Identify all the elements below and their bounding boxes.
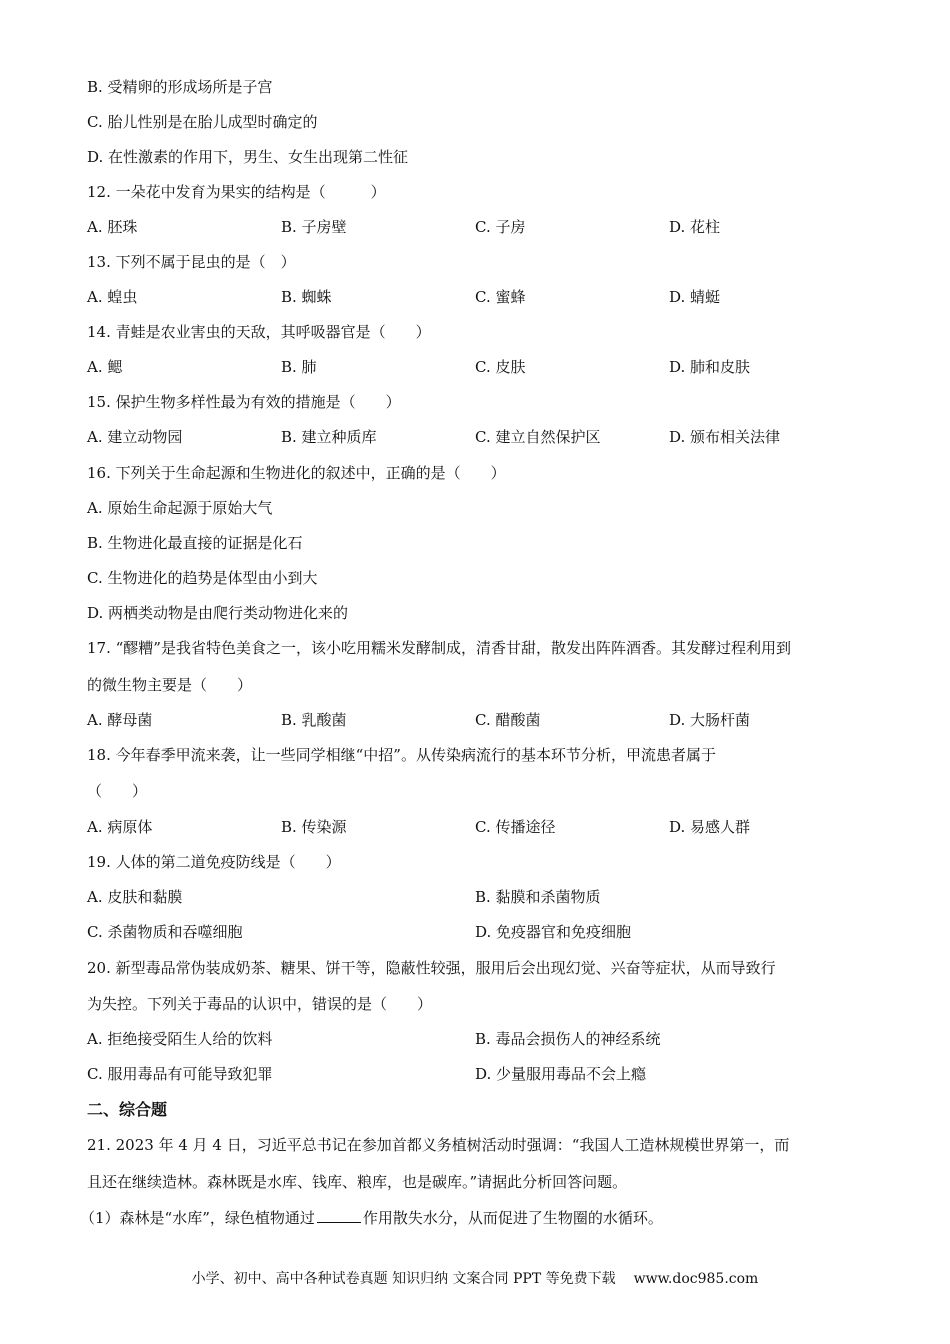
q14-option-c: C. 皮肤 xyxy=(475,358,526,376)
q12-option-a: A. 胚珠 xyxy=(87,218,138,236)
q18-option-a: A. 病原体 xyxy=(87,818,153,836)
q15-option-d: D. 颁布相关法律 xyxy=(669,428,781,446)
q20-option-c: C. 服用毒品有可能导致犯罪 xyxy=(87,1065,273,1083)
q16-option-a: A. 原始生命起源于原始大气 xyxy=(87,499,273,517)
q11-option-c: C. 胎儿性别是在胎儿成型时确定的 xyxy=(87,113,318,131)
q17-option-b: B. 乳酸菌 xyxy=(281,711,347,729)
q17-option-d: D. 大肠杆菌 xyxy=(669,711,751,729)
q17-option-a: A. 酵母菌 xyxy=(87,711,153,729)
q18-option-c: C. 传播途径 xyxy=(475,818,556,836)
q11-option-d: D. 在性激素的作用下，男生、女生出现第二性征 xyxy=(87,148,409,166)
q21-sub1-after: 作用散失水分，从而促进了生物圈的水循环。 xyxy=(362,1209,663,1227)
q18-stem-line1: 18. 今年春季甲流来袭，让一些同学相继“中招”。从传染病流行的基本环节分析，甲流患者属于 xyxy=(87,746,716,764)
q19-option-b: B. 黏膜和杀菌物质 xyxy=(475,888,601,906)
q15-option-c: C. 建立自然保护区 xyxy=(475,428,601,446)
q14-option-b: B. 肺 xyxy=(281,358,317,376)
q16-option-b: B. 生物进化最直接的证据是化石 xyxy=(87,534,303,552)
q20-option-a: A. 拒绝接受陌生人给的饮料 xyxy=(87,1030,273,1048)
q13-option-b: B. 蜘蛛 xyxy=(281,288,332,306)
q16-option-d: D. 两栖类动物是由爬行类动物进化来的 xyxy=(87,604,349,622)
q12-stem: 12. 一朵花中发育为果实的结构是（ ） xyxy=(87,183,386,201)
q13-option-a: A. 蝗虫 xyxy=(87,288,138,306)
q18-option-b: B. 传染源 xyxy=(281,818,347,836)
q20-stem-line2: 为失控。下列关于毒品的认识中，错误的是（ ） xyxy=(87,995,433,1013)
q21-subquestion-1 xyxy=(80,1207,663,1229)
q13-option-c: C. 蜜蜂 xyxy=(475,288,526,306)
q12-option-d: D. 花柱 xyxy=(669,218,721,236)
q12-option-c: C. 子房 xyxy=(475,218,526,236)
q19-option-c: C. 杀菌物质和吞噬细胞 xyxy=(87,923,243,941)
q17-stem-line1: 17. “醪糟”是我省特色美食之一，该小吃用糯米发酵制成，清香甘甜，散发出阵阵酒香。其发酵过程利用到 xyxy=(87,639,791,657)
q17-stem-line2: 的微生物主要是（ ） xyxy=(87,676,253,694)
q15-stem: 15. 保护生物多样性最为有效的措施是（ ） xyxy=(87,393,401,411)
q19-stem: 19. 人体的第二道免疫防线是（ ） xyxy=(87,853,341,871)
q16-option-c: C. 生物进化的趋势是体型由小到大 xyxy=(87,569,318,587)
q13-option-d: D. 蜻蜓 xyxy=(669,288,721,306)
q20-option-b: B. 毒品会损伤人的神经系统 xyxy=(475,1030,661,1048)
q12-option-b: B. 子房壁 xyxy=(281,218,347,236)
page-footer xyxy=(0,1268,950,1290)
q14-option-a: A. 鳃 xyxy=(87,358,123,376)
q20-option-d: D. 少量服用毒品不会上瘾 xyxy=(475,1065,647,1083)
q18-option-d: D. 易感人群 xyxy=(669,818,751,836)
q18-stem-line2: （ ） xyxy=(87,782,148,800)
q20-stem-line1: 20. 新型毒品常伪装成奶茶、糖果、饼干等，隐蔽性较强，服用后会出现幻觉、兴奋等症状，从而导致行 xyxy=(87,959,776,977)
q17-option-c: C. 醋酸菌 xyxy=(475,711,541,729)
q14-option-d: D. 肺和皮肤 xyxy=(669,358,751,376)
q21-stem-line2: 且还在继续造林。森林既是水库、钱库、粮库，也是碳库。”请据此分析回答问题。 xyxy=(87,1173,628,1191)
footer-text: 小学、初中、高中各种试卷真题 知识归纳 文案合同 PPT 等免费下载 xyxy=(191,1271,616,1287)
q19-option-a: A. 皮肤和黏膜 xyxy=(87,888,183,906)
q21-sub1-before: （1）森林是“水库”，绿色植物通过 xyxy=(80,1209,315,1227)
section-heading: 二、综合题 xyxy=(87,1100,168,1119)
answer-blank[interactable] xyxy=(317,1208,361,1223)
footer-url: www.doc985.com xyxy=(633,1271,759,1287)
q15-option-a: A. 建立动物园 xyxy=(87,428,183,446)
q15-option-b: B. 建立种质库 xyxy=(281,428,377,446)
q11-option-b: B. 受精卵的形成场所是子宫 xyxy=(87,78,273,96)
q16-stem: 16. 下列关于生命起源和生物进化的叙述中，正确的是（ ） xyxy=(87,464,506,482)
q13-stem: 13. 下列不属于昆虫的是（ ） xyxy=(87,253,296,271)
q19-option-d: D. 免疫器官和免疫细胞 xyxy=(475,923,632,941)
q21-stem-line1: 21. 2023 年 4 月 4 日，习近平总书记在参加首都义务植树活动时强调：“我国人工造林规模世界第一，而 xyxy=(87,1136,790,1154)
q14-stem: 14. 青蛙是农业害虫的天敌，其呼吸器官是（ ） xyxy=(87,323,431,341)
